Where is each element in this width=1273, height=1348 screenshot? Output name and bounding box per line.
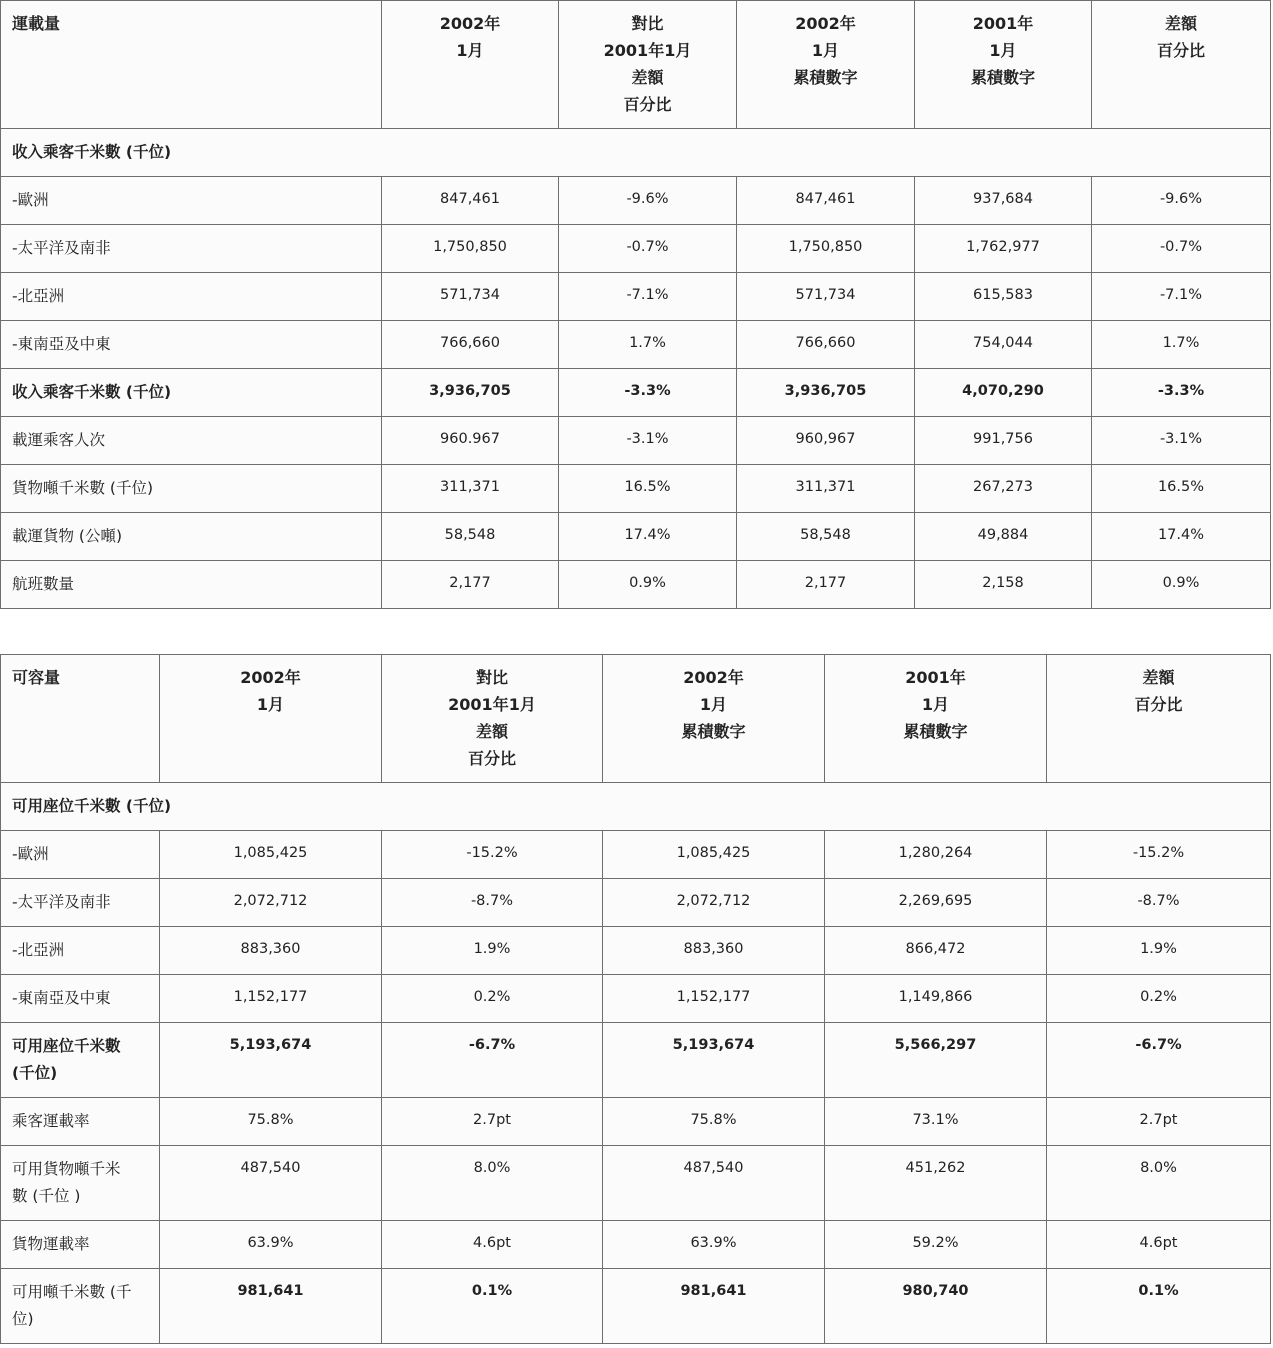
cell-value: -3.3% xyxy=(1092,369,1271,417)
cell-value: 58,548 xyxy=(737,513,915,561)
cell-value: 1,085,425 xyxy=(160,831,382,879)
table-row xyxy=(1,321,1271,369)
row-label-line: 乘客運載率 xyxy=(12,1112,90,1130)
cell-value: 1,149,866 xyxy=(825,975,1047,1023)
cell-value: 0.1% xyxy=(382,1269,603,1344)
cell-value: 0.9% xyxy=(1092,561,1271,609)
cell-value: 5,193,674 xyxy=(603,1023,825,1098)
column-header xyxy=(825,655,1047,783)
row-label xyxy=(1,975,160,1023)
cell-value: 2,177 xyxy=(382,561,559,609)
row-label xyxy=(1,273,382,321)
row-label-line: 可用噸千米數 (千 xyxy=(12,1283,132,1301)
cell-value: 883,360 xyxy=(603,927,825,975)
row-label xyxy=(1,1023,160,1098)
header-row xyxy=(1,655,1271,783)
section-row xyxy=(1,129,1271,177)
column-header-line: 1月 xyxy=(989,41,1017,60)
row-label-line: -東南亞及中東 xyxy=(12,989,111,1007)
cell-value: 49,884 xyxy=(915,513,1092,561)
cell-value: 1.9% xyxy=(382,927,603,975)
cell-value: 1,762,977 xyxy=(915,225,1092,273)
column-header-line: 百分比 xyxy=(1156,41,1205,60)
column-header xyxy=(1047,655,1271,783)
cell-value: -6.7% xyxy=(382,1023,603,1098)
column-header-line: 2001年1月 xyxy=(603,41,692,60)
row-label-line: 收入乘客千米數 (千位) xyxy=(12,383,172,401)
row-label-line: 貨物運載率 xyxy=(12,1235,90,1253)
cell-value: 883,360 xyxy=(160,927,382,975)
cell-value: 2.7pt xyxy=(1047,1098,1271,1146)
cell-value: -3.1% xyxy=(1092,417,1271,465)
row-label-line: 可用座位千米數 xyxy=(12,1037,121,1055)
cell-value: 571,734 xyxy=(382,273,559,321)
cell-value: 16.5% xyxy=(559,465,737,513)
section-title: 收入乘客千米數 (千位) xyxy=(1,129,1271,177)
table-row xyxy=(1,1269,1271,1344)
table-row xyxy=(1,369,1271,417)
cell-value: 1.9% xyxy=(1047,927,1271,975)
cell-value: 960,967 xyxy=(737,417,915,465)
cell-value: 2.7pt xyxy=(382,1098,603,1146)
cell-value: -15.2% xyxy=(1047,831,1271,879)
row-label-line: -歐洲 xyxy=(12,191,49,209)
row-label xyxy=(1,177,382,225)
cell-value: -3.3% xyxy=(559,369,737,417)
cell-value: 1,152,177 xyxy=(603,975,825,1023)
row-label xyxy=(1,831,160,879)
cell-value: 1.7% xyxy=(1092,321,1271,369)
row-label xyxy=(1,465,382,513)
table-row xyxy=(1,465,1271,513)
column-header-line: 累積數字 xyxy=(793,68,858,87)
cell-value: 73.1% xyxy=(825,1098,1047,1146)
row-label xyxy=(1,225,382,273)
cell-value: -7.1% xyxy=(1092,273,1271,321)
section-title: 可用座位千米數 (千位) xyxy=(1,783,1271,831)
column-header-line: 累積數字 xyxy=(903,722,968,741)
cell-value: -6.7% xyxy=(1047,1023,1271,1098)
column-header xyxy=(382,1,559,129)
row-label-line: 可用貨物噸千米 xyxy=(12,1160,121,1178)
row-label xyxy=(1,513,382,561)
column-header xyxy=(1,655,160,783)
cell-value: 5,193,674 xyxy=(160,1023,382,1098)
column-header-line: 1月 xyxy=(921,695,950,714)
cell-value: 487,540 xyxy=(603,1146,825,1221)
cell-value: 16.5% xyxy=(1092,465,1271,513)
cell-value: -8.7% xyxy=(1047,879,1271,927)
column-header-line: 百分比 xyxy=(623,95,672,114)
row-label xyxy=(1,561,382,609)
table-row xyxy=(1,831,1271,879)
cell-value: 17.4% xyxy=(1092,513,1271,561)
row-label-line: -東南亞及中東 xyxy=(12,335,111,353)
section-row xyxy=(1,783,1271,831)
row-label xyxy=(1,417,382,465)
table-row xyxy=(1,561,1271,609)
traffic-table xyxy=(0,0,1271,609)
column-header xyxy=(737,1,915,129)
table-row xyxy=(1,1221,1271,1269)
cell-value: 0.2% xyxy=(1047,975,1271,1023)
table-row xyxy=(1,927,1271,975)
row-label-line: 貨物噸千米數 (千位) xyxy=(12,479,154,497)
cell-value: 2,269,695 xyxy=(825,879,1047,927)
table-row xyxy=(1,1146,1271,1221)
column-header-line: 1月 xyxy=(256,695,285,714)
table-row xyxy=(1,975,1271,1023)
cell-value: 766,660 xyxy=(382,321,559,369)
cell-value: 981,641 xyxy=(160,1269,382,1344)
table-row xyxy=(1,1023,1271,1098)
cell-value: 5,566,297 xyxy=(825,1023,1047,1098)
column-header-line: 百分比 xyxy=(1134,695,1183,714)
cell-value: 960.967 xyxy=(382,417,559,465)
row-label-line: 載運乘客人次 xyxy=(12,431,106,449)
cell-value: 4.6pt xyxy=(382,1221,603,1269)
column-header-line: 2001年 xyxy=(972,14,1034,33)
cell-value: 615,583 xyxy=(915,273,1092,321)
row-label-line: -太平洋及南非 xyxy=(12,893,111,911)
cell-value: 311,371 xyxy=(382,465,559,513)
cell-value: 754,044 xyxy=(915,321,1092,369)
row-label-line: 位) xyxy=(12,1310,34,1328)
cell-value: 8.0% xyxy=(1047,1146,1271,1221)
table-row xyxy=(1,417,1271,465)
cell-value: -0.7% xyxy=(559,225,737,273)
cell-value: 980,740 xyxy=(825,1269,1047,1344)
row-label xyxy=(1,369,382,417)
cell-value: -9.6% xyxy=(559,177,737,225)
cell-value: -15.2% xyxy=(382,831,603,879)
row-label-line: -北亞洲 xyxy=(12,941,65,959)
cell-value: -3.1% xyxy=(559,417,737,465)
column-header-line: 1月 xyxy=(699,695,728,714)
cell-value: 847,461 xyxy=(737,177,915,225)
cell-value: 1,152,177 xyxy=(160,975,382,1023)
column-header-line: 累積數字 xyxy=(681,722,746,741)
cell-value: 937,684 xyxy=(915,177,1092,225)
cell-value: 991,756 xyxy=(915,417,1092,465)
row-label xyxy=(1,927,160,975)
cell-value: 267,273 xyxy=(915,465,1092,513)
cell-value: 17.4% xyxy=(559,513,737,561)
column-header-line: 2001年 xyxy=(905,668,966,687)
row-label xyxy=(1,321,382,369)
cell-value: -9.6% xyxy=(1092,177,1271,225)
table-row xyxy=(1,177,1271,225)
cell-value: 8.0% xyxy=(382,1146,603,1221)
column-header xyxy=(603,655,825,783)
column-header xyxy=(382,655,603,783)
table-row xyxy=(1,1098,1271,1146)
cell-value: 0.9% xyxy=(559,561,737,609)
column-header-line: 累積數字 xyxy=(970,68,1035,87)
cell-value: 1.7% xyxy=(559,321,737,369)
cell-value: 3,936,705 xyxy=(382,369,559,417)
cell-value: 4.6pt xyxy=(1047,1221,1271,1269)
cell-value: 2,158 xyxy=(915,561,1092,609)
row-label-line: 載運貨物 (公噸) xyxy=(12,527,123,545)
column-header-line: 運載量 xyxy=(12,14,61,33)
column-header xyxy=(1092,1,1271,129)
cell-value: 866,472 xyxy=(825,927,1047,975)
column-header-line: 差額 xyxy=(631,68,664,87)
cell-value: -8.7% xyxy=(382,879,603,927)
column-header-line: 百分比 xyxy=(467,749,516,768)
column-header-line: 2002年 xyxy=(795,14,856,33)
column-header xyxy=(915,1,1092,129)
cell-value: 311,371 xyxy=(737,465,915,513)
cell-value: 766,660 xyxy=(737,321,915,369)
table-row xyxy=(1,879,1271,927)
cell-value: 487,540 xyxy=(160,1146,382,1221)
cell-value: 0.1% xyxy=(1047,1269,1271,1344)
cell-value: 59.2% xyxy=(825,1221,1047,1269)
row-label xyxy=(1,879,160,927)
cell-value: 1,280,264 xyxy=(825,831,1047,879)
cell-value: 451,262 xyxy=(825,1146,1047,1221)
cell-value: 3,936,705 xyxy=(737,369,915,417)
column-header-line: 差額 xyxy=(1164,14,1197,33)
column-header-line: 2002年 xyxy=(240,668,301,687)
table-row xyxy=(1,273,1271,321)
column-header-line: 差額 xyxy=(475,722,508,741)
cell-value: 58,548 xyxy=(382,513,559,561)
row-label xyxy=(1,1269,160,1344)
cell-value: 1,750,850 xyxy=(737,225,915,273)
cell-value: 571,734 xyxy=(737,273,915,321)
row-label-line: -歐洲 xyxy=(12,845,49,863)
column-header xyxy=(559,1,737,129)
cell-value: 4,070,290 xyxy=(915,369,1092,417)
cell-value: 75.8% xyxy=(160,1098,382,1146)
row-label xyxy=(1,1098,160,1146)
row-label-line: -太平洋及南非 xyxy=(12,239,111,257)
column-header xyxy=(160,655,382,783)
cell-value: 0.2% xyxy=(382,975,603,1023)
row-label-line: 數 (千位 ) xyxy=(12,1187,81,1205)
cell-value: 847,461 xyxy=(382,177,559,225)
cell-value: 981,641 xyxy=(603,1269,825,1344)
column-header-line: 2002年 xyxy=(683,668,744,687)
cell-value: 1,750,850 xyxy=(382,225,559,273)
row-label-line: 航班數量 xyxy=(12,575,75,593)
cell-value: 1,085,425 xyxy=(603,831,825,879)
cell-value: 75.8% xyxy=(603,1098,825,1146)
column-header-line: 2001年1月 xyxy=(448,695,536,714)
cell-value: -7.1% xyxy=(559,273,737,321)
cell-value: 63.9% xyxy=(160,1221,382,1269)
capacity-table xyxy=(0,654,1271,1344)
row-label xyxy=(1,1146,160,1221)
column-header-line: 2002年 xyxy=(439,14,501,33)
row-label xyxy=(1,1221,160,1269)
column-header-line: 可容量 xyxy=(12,668,61,687)
row-label-line: (千位) xyxy=(12,1064,58,1082)
column-header xyxy=(1,1,382,129)
table-row xyxy=(1,225,1271,273)
column-header-line: 對比 xyxy=(631,14,664,33)
cell-value: -0.7% xyxy=(1092,225,1271,273)
cell-value: 63.9% xyxy=(603,1221,825,1269)
table-row xyxy=(1,513,1271,561)
column-header-line: 1月 xyxy=(456,41,484,60)
column-header-line: 1月 xyxy=(811,41,840,60)
column-header-line: 對比 xyxy=(475,668,508,687)
cell-value: 2,072,712 xyxy=(160,879,382,927)
column-header-line: 差額 xyxy=(1142,668,1175,687)
row-label-line: -北亞洲 xyxy=(12,287,65,305)
header-row xyxy=(1,1,1271,129)
cell-value: 2,177 xyxy=(737,561,915,609)
cell-value: 2,072,712 xyxy=(603,879,825,927)
